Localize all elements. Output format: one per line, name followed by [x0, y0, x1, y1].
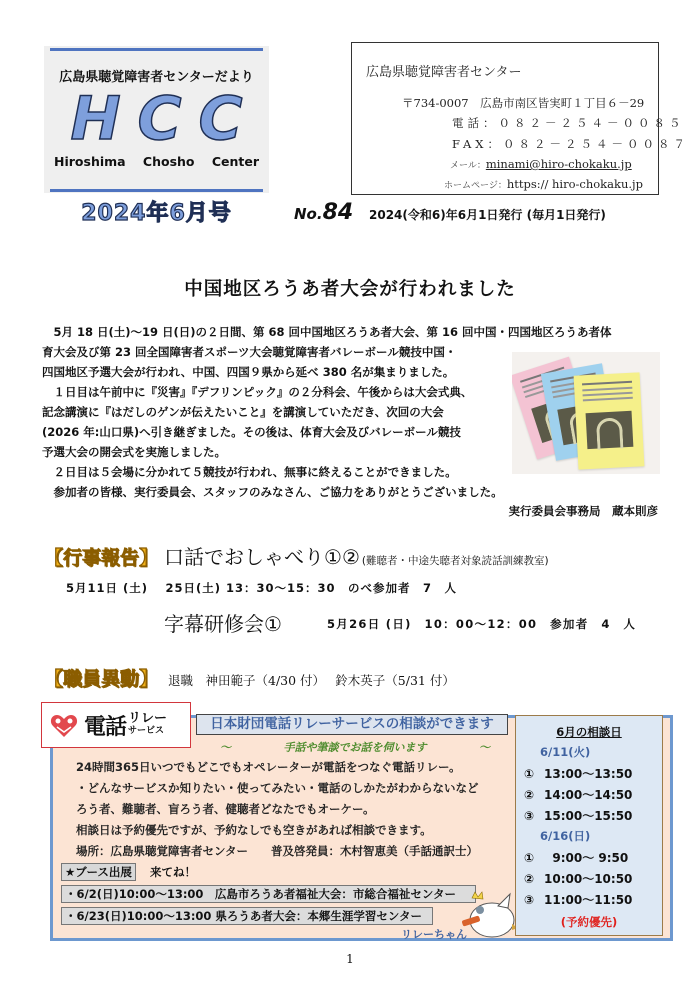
article-line: １日目は午前中に『災害』『デフリンピック』の２分科会、午後からは大会式典、	[42, 385, 473, 399]
caption-training-title: 字幕研修会①	[164, 612, 282, 636]
article-line: 四国地区予選大会が行われ、中国、四国９県から延べ 380 名が集まりました。	[42, 365, 455, 379]
tilde-right: ～	[479, 741, 490, 754]
logo-word-chosho: Chosho	[142, 154, 195, 169]
article-signature: 実行委員会事務局 蔵本則彦	[508, 504, 658, 518]
consultation-schedule	[515, 715, 663, 936]
relay-logo-bottom: サービス	[128, 726, 165, 736]
relay-line: ろう者、難聴者、盲ろう者、健聴者どなたでもオーケー。	[76, 802, 375, 816]
relay-line: ・どんなサービスか知りたい・使ってみたい・電話のしかたがわからないなど	[76, 781, 479, 795]
relay-line: 相談日は予約優先ですが、予約なしでも空きがあれば相談できます。	[76, 823, 432, 837]
caption-training-detail: 5月26日 (日) 10：00～12：00 参加者 4 人	[327, 617, 637, 631]
schedule-date: 6/16(日)	[540, 829, 591, 843]
contact-address: 〒734-0007 広島市南区皆実町１丁目６－29	[402, 96, 645, 110]
relay-banner: 日本財団電話リレーサービスの相談ができます	[196, 714, 508, 735]
relay-line: 場所：広島県聴覚障害者センター 普及啓発員：木村智恵美（手話通訳士）	[76, 844, 479, 858]
contact-web	[444, 177, 643, 191]
staff-change-tag: 【職員異動】	[44, 668, 159, 690]
logo-letters	[44, 86, 269, 152]
logo-letter-c1: C	[137, 84, 182, 154]
article-headline: 中国地区ろうあ者大会が行われました	[184, 279, 516, 300]
logo-word-center: Center	[211, 154, 259, 169]
schedule-slot: ② 14:00～14:50	[524, 788, 633, 802]
booth-title: ★ブース出展	[61, 863, 136, 881]
heart-handshake-icon	[50, 712, 78, 738]
schedule-slot: ② 10:00～10:50	[524, 872, 633, 886]
issue-month: 2024年6月号	[81, 201, 232, 226]
article-line: 参加者の皆様、実行委員会、スタッフのみなさん、ご協力をありがとうございました。	[42, 485, 503, 499]
relay-logo-stack	[128, 712, 167, 738]
tagline-text: 手話や筆談でお話を伺います	[283, 741, 427, 754]
contact-fax: FAX：０８２－２５４－００８７	[452, 137, 689, 151]
relay-service-logo	[41, 702, 191, 748]
masthead-logo	[44, 46, 269, 193]
relay-line: 24時間365日いつでもどこでもオペレーターが電話をつなぐ電話リレー。	[76, 760, 461, 774]
issue-date: 2024(令和6)年6月1日発行 (毎月1日発行)	[369, 208, 606, 222]
logo-letter-h: H	[70, 84, 121, 154]
article-line: 予選大会の開会式を実施しました。	[42, 445, 226, 459]
event-report-subtitle: (難聴者・中途失聴者対象読話訓練教室)	[361, 555, 549, 567]
event-report-tag: 【行事報告】	[44, 547, 159, 569]
mail-link[interactable]: minami@hiro-chokaku.jp	[485, 157, 632, 171]
issue-no-value: 84	[322, 200, 354, 225]
schedule-date: 6/11(火)	[540, 745, 591, 759]
schedule-slot: ① 9:00～ 9:50	[524, 851, 629, 865]
event-report-title: 口話でおしゃべり①②	[164, 545, 360, 569]
schedule-title: 6月の相談日	[556, 725, 622, 739]
mail-label: メール：	[450, 161, 486, 171]
logo-letter-c2: C	[198, 84, 243, 154]
event-photo	[512, 352, 660, 474]
article-line: 記念講演に『はだしのゲンが伝えたいこと』を講演していただき、次回の大会	[42, 405, 444, 419]
schedule-slot: ① 13:00～13:50	[524, 767, 633, 781]
staff-change	[44, 664, 455, 691]
relay-chan-bird-icon	[458, 890, 520, 940]
web-label: ホームページ：	[444, 181, 507, 191]
mascot-name: リレーちゃん	[401, 928, 467, 941]
contact-tel: 電話：０８２－２５４－００８５	[452, 116, 685, 130]
logo-rule-top	[50, 48, 263, 51]
article-line: 育大会及び第 23 回全国障害者スポーツ大会聴覚障害者バレーボール競技中国・	[42, 345, 457, 359]
booth-event: ・6/2(日)10:00～13:00 広島市ろうあ者福祉大会：市総合福祉センター	[61, 885, 476, 903]
booth-invite: 来てね！	[150, 865, 196, 879]
tilde-left: ～	[220, 741, 231, 754]
relay-logo-top: リレー	[128, 711, 168, 726]
relay-tagline	[220, 739, 490, 755]
issue-no-prefix: No.	[294, 205, 323, 223]
logo-words	[54, 154, 259, 169]
logo-rule-bottom	[50, 189, 263, 192]
web-link[interactable]: https:// hiro-chokaku.jp	[506, 177, 643, 191]
event-report-detail: 5月11日 (土) 25日(土) 13：30～15：30 のべ参加者 7 人	[66, 581, 458, 595]
contact-org: 広島県聴覚障害者センター	[366, 65, 522, 80]
article-line: (2026 年:山口県)へ引き継ぎました。その後は、体育大会及びバレーボール競技	[42, 425, 461, 439]
staff-change-text: 退職 神田範子（4/30 付） 鈴木英子（5/31 付）	[168, 673, 455, 688]
event-report-heading	[44, 541, 549, 570]
contact-box	[351, 42, 689, 195]
newsletter-subtitle: 広島県聴覚障害者センターだより	[59, 70, 254, 85]
relay-logo-main: 電話	[84, 714, 127, 740]
page-number: 1	[346, 952, 354, 966]
schedule-slot: ③ 11:00～11:50	[524, 893, 633, 907]
yellow-program-sheet	[574, 372, 645, 469]
article-line: ２日目は５会場に分かれて５競技が行われ、無事に終えることができました。	[42, 465, 457, 479]
logo-word-hiroshima: Hiroshima	[54, 154, 126, 169]
issue-number	[294, 200, 353, 225]
article-line: 5月 18 日(土)～19 日(日)の２日間、第 68 回中国地区ろうあ者大会、第 16 回中国・四国地区ろうあ者体	[42, 325, 612, 339]
booth-event: ・6/23(日)10:00～13:00 県ろうあ者大会：本郷生涯学習センター	[61, 907, 433, 925]
reservation-priority-note: (予約優先)	[560, 915, 618, 929]
schedule-slot: ③ 15:00～15:50	[524, 809, 633, 823]
contact-mail	[450, 157, 632, 171]
